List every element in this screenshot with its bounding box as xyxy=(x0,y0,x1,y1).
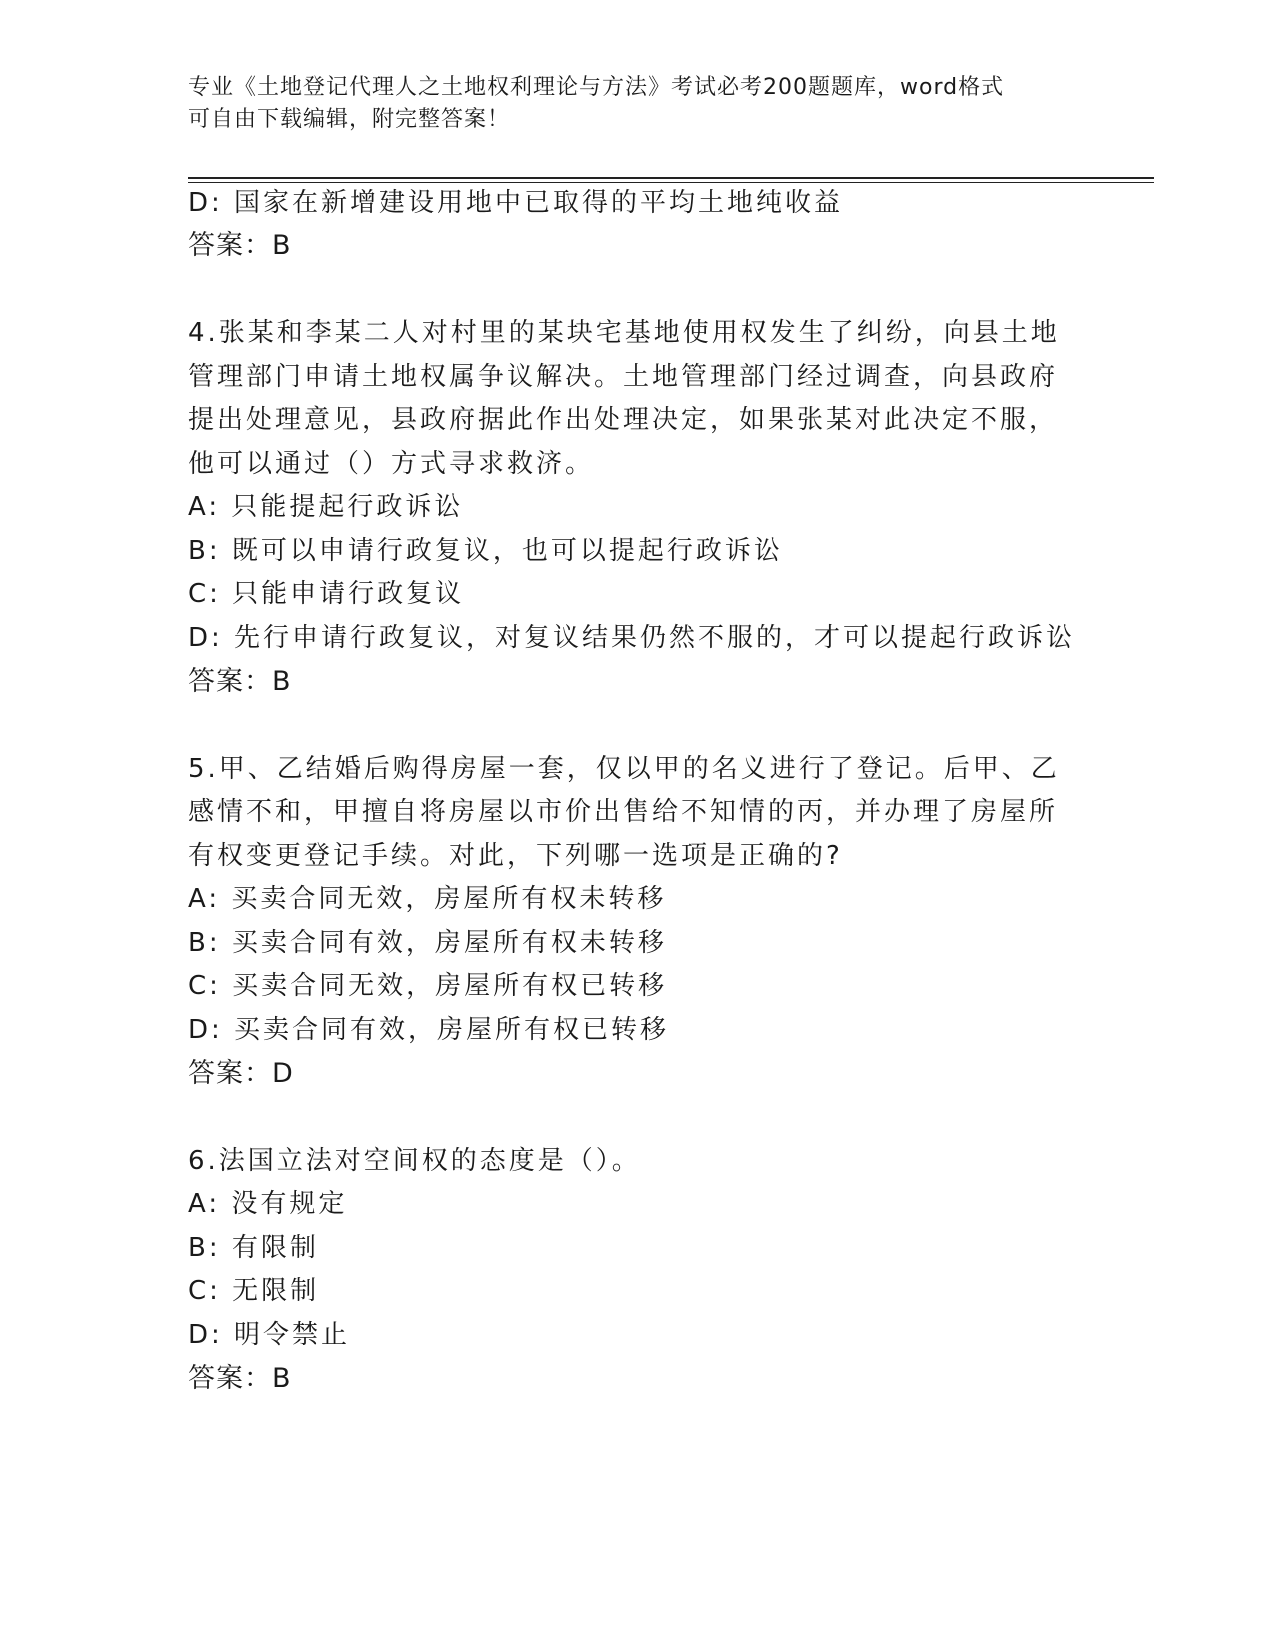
q4-stem-line-4: 他可以通过（）方式寻求救济。 xyxy=(188,449,595,479)
q5-stem-line-2: 感情不和，甲擅自将房屋以市价出售给不知情的丙，并办理了房屋所 xyxy=(188,797,1059,827)
q6-option-a: A: 没有规定 xyxy=(188,1189,348,1219)
header-rule-thick xyxy=(188,177,1154,179)
q4-option-c: C: 只能申请行政复议 xyxy=(188,579,465,609)
q4-answer: 答案：B xyxy=(188,666,292,697)
q5-stem-line-1: 5.甲、乙结婚后购得房屋一套，仅以甲的名义进行了登记。后甲、乙 xyxy=(188,754,1060,784)
q3-answer: 答案：B xyxy=(188,230,292,261)
q5-option-a: A: 买卖合同无效，房屋所有权未转移 xyxy=(188,884,667,914)
q6-option-d: D: 明令禁止 xyxy=(188,1320,351,1350)
q5-option-b: B: 买卖合同有效，房屋所有权未转移 xyxy=(188,928,667,958)
q6-answer: 答案：B xyxy=(188,1363,292,1394)
q4-stem-line-3: 提出处理意见，县政府据此作出处理决定，如果张某对此决定不服， xyxy=(188,405,1059,435)
q4-option-d: D: 先行申请行政复议，对复议结果仍然不服的，才可以提起行政诉讼 xyxy=(188,623,1076,653)
q5-option-d: D: 买卖合同有效，房屋所有权已转移 xyxy=(188,1015,670,1045)
header-line-2: 可自由下载编辑，附完整答案！ xyxy=(188,107,511,132)
q6-stem-line-1: 6.法国立法对空间权的态度是（）。 xyxy=(188,1146,641,1176)
header-rule-thin xyxy=(188,182,1154,183)
q5-stem-line-3: 有权变更登记手续。对此，下列哪一选项是正确的? xyxy=(188,841,843,871)
q4-option-b: B: 既可以申请行政复议，也可以提起行政诉讼 xyxy=(188,536,783,566)
q4-stem-line-2: 管理部门申请土地权属争议解决。土地管理部门经过调查，向县政府 xyxy=(188,362,1059,392)
q4-stem-line-1: 4.张某和李某二人对村里的某块宅基地使用权发生了纠纷，向县土地 xyxy=(188,318,1060,348)
q3-option-d: D: 国家在新增建设用地中已取得的平均土地纯收益 xyxy=(188,188,844,218)
q5-option-c: C: 买卖合同无效，房屋所有权已转移 xyxy=(188,971,668,1001)
header-line-1: 专业《土地登记代理人之土地权利理论与方法》考试必考200题题库，word格式 xyxy=(188,75,1005,100)
q5-answer: 答案：D xyxy=(188,1058,294,1089)
document-header xyxy=(188,72,1068,136)
q6-option-c: C: 无限制 xyxy=(188,1276,320,1306)
q6-option-b: B: 有限制 xyxy=(188,1233,319,1263)
q4-option-a: A: 只能提起行政诉讼 xyxy=(188,492,464,522)
